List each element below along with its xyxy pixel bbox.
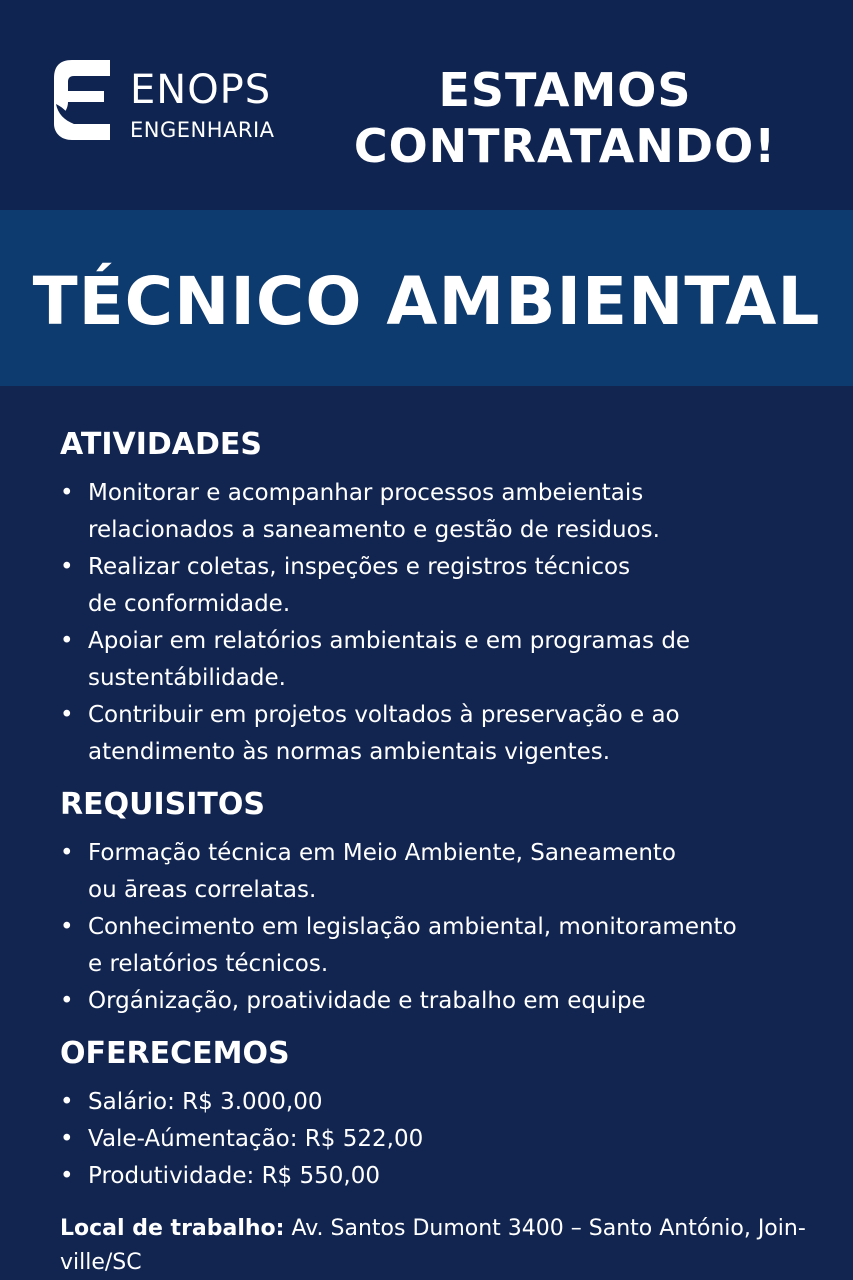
list-item-text: Realizar coletas, inspeções e registros técnicos — [88, 554, 631, 580]
oferecemos-list — [60, 1084, 820, 1195]
section-title-atividades: ATIVIDADES — [60, 427, 263, 462]
bullet-icon: • — [60, 1126, 74, 1152]
list-item — [60, 475, 820, 549]
list-item-text: Salário: R$ 3.000,00 — [88, 1089, 323, 1115]
list-item-text: Produtividade: R$ 550,00 — [88, 1163, 380, 1189]
section-title-requisitos: REQUISITOS — [60, 787, 265, 822]
list-item-text: Formação técnica em Meio Ambiente, Saneamento — [88, 840, 677, 866]
list-item — [60, 835, 820, 909]
header — [0, 0, 853, 210]
list-item — [60, 549, 820, 623]
hiring-headline — [330, 62, 800, 174]
job-title: TÉCNICO AMBIENTAL — [32, 263, 821, 340]
brand-subtitle: ENGENHARIA — [130, 118, 275, 142]
list-item-text: relacionados a saneamento e gestão de residuos. — [88, 517, 660, 543]
location-label: Local de trabalho: — [60, 1216, 285, 1241]
list-item-text: atendimento às normas ambientais vigentes. — [88, 739, 611, 765]
list-item-text: ou āreas correlatas. — [88, 877, 317, 903]
bullet-icon: • — [60, 840, 74, 866]
list-item-text: Vale-Aúmentação: R$ 522,00 — [88, 1126, 424, 1152]
hiring-line-1: ESTAMOS — [438, 63, 692, 117]
bullet-icon: • — [60, 554, 74, 580]
list-item — [60, 983, 820, 1020]
list-item — [60, 909, 820, 983]
list-item — [60, 1084, 820, 1121]
list-item-text: Apoiar em relatórios ambientais e em programas de — [88, 628, 691, 654]
job-details — [60, 425, 820, 1209]
bullet-icon: • — [60, 480, 74, 506]
list-item — [60, 623, 820, 697]
brand-logo — [52, 58, 292, 148]
bullet-icon: • — [60, 914, 74, 940]
list-item-text: de conformidade. — [88, 591, 291, 617]
bullet-icon: • — [60, 1163, 74, 1189]
bullet-icon: • — [60, 628, 74, 654]
work-location — [60, 1212, 820, 1280]
list-item-text: Contribuir em projetos voltados à preservação e ao — [88, 702, 680, 728]
bullet-icon: • — [60, 702, 74, 728]
location-address-line-2: ville/SC — [60, 1250, 142, 1275]
list-item-text: Monitorar e acompanhar processos ambeientais — [88, 480, 644, 506]
list-item-text: Orgánização, proatividade e trabalho em equipe — [88, 988, 646, 1014]
list-item-text: Conhecimento em legislação ambiental, monitoramento — [88, 914, 737, 940]
requisitos-list — [60, 835, 820, 1020]
location-address-line-1: Av. Santos Dumont 3400 – Santo António, Join- — [291, 1216, 806, 1241]
enops-e-logo-icon — [52, 58, 112, 142]
bullet-icon: • — [60, 1089, 74, 1115]
list-item — [60, 697, 820, 771]
section-title-oferecemos: OFERECEMOS — [60, 1036, 290, 1071]
bullet-icon: • — [60, 988, 74, 1014]
atividades-list — [60, 475, 820, 771]
list-item-text: e relatórios técnicos. — [88, 951, 329, 977]
list-item — [60, 1158, 820, 1195]
list-item — [60, 1121, 820, 1158]
hiring-line-2: CONTRATANDO! — [353, 119, 777, 173]
brand-name: ENOPS — [130, 67, 272, 113]
list-item-text: sustentábilidade. — [88, 665, 286, 691]
